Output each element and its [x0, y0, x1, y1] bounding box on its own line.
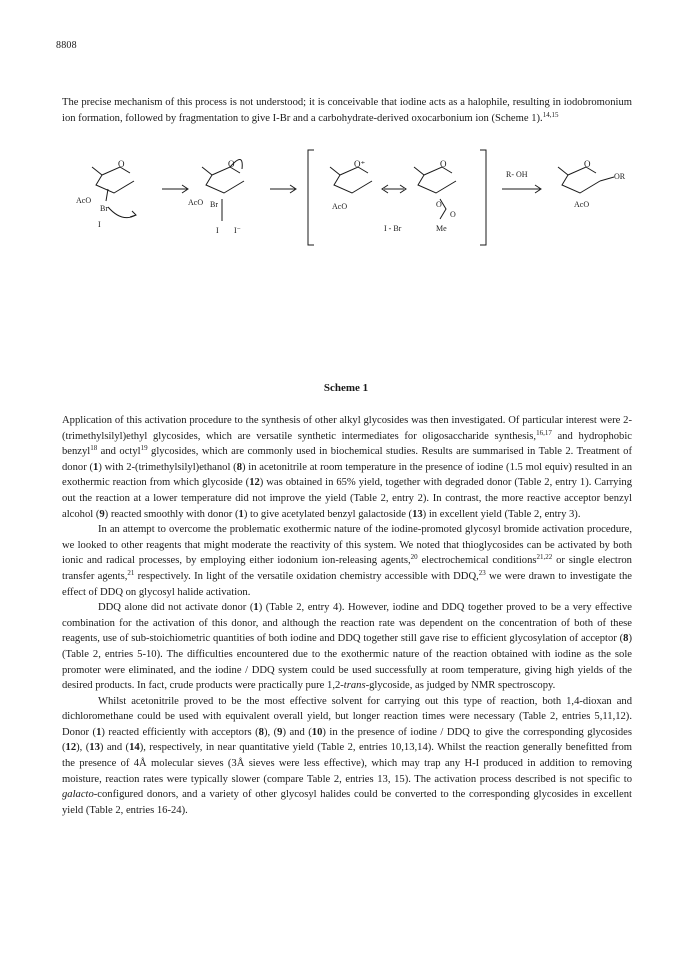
citation-ref: 21,22: [536, 553, 553, 562]
text-run: 1: [93, 461, 99, 473]
text-run: 9: [277, 726, 283, 738]
text-run: 12: [65, 742, 77, 754]
iodine-label: I: [216, 226, 219, 235]
pyranose-ring: [418, 167, 456, 193]
ring-oxygen-label: O: [228, 159, 235, 169]
text-run: ) and (: [282, 726, 312, 738]
text-run: ), (: [263, 726, 278, 738]
text-run: ) and (: [99, 742, 130, 754]
text-run: The precise mechanism of this process is not understood; it is conceivable that iodine acts as a halophile, resulting in iodobromonium ion formation, followed by fragmentation to give I-Br and a carbohydrate-derived oxocarbonium ion (Scheme 1).: [62, 97, 632, 124]
text-run: Whilst acetonitrile proved to be the most effective solvent for carrying out this type of reaction, both 1,4-dioxan and dichloromethane could be used with equivalent overall yield, but longer reaction times were necessary (Table 2, entries 5,11,12). Donor (: [62, 695, 632, 738]
ring-oxygen-label: O: [118, 159, 125, 169]
text-run: ), (: [76, 742, 90, 754]
text-run: ) in the presence of iodine / DDQ to give the corresponding glycosides (: [62, 726, 632, 754]
text-run: 12: [249, 477, 260, 489]
text-run: 1: [238, 508, 244, 520]
text-run: -configured donors, and a variety of other glycosyl halides could be converted to the corresponding glycosides in excellent yield (Table 2, entries 16-24).: [62, 789, 632, 816]
pyranose-ring: [334, 167, 372, 193]
text-run: trans: [343, 680, 366, 692]
aco-label: AcO: [332, 202, 348, 211]
pyranose-ring: [562, 167, 600, 193]
citation-ref: 14,15: [542, 110, 559, 119]
text-run: ) reacted smoothly with donor (: [104, 508, 239, 520]
bracket: [480, 150, 486, 245]
text-run: ) (Table 2, entries 5-10). The difficulties encountered due to the exothermic nature of the reaction obtained with iodine as the sole promoter were eliminated, and the iodine / DDQ system could be used successfully at room temperature, giving high yields of the desired products. In fact, crude products were practically pure 1,2-: [62, 633, 632, 692]
text-run: 13: [412, 508, 423, 520]
text-run: ) in excellent yield (Table 2, entry 3).: [422, 508, 581, 520]
pyranose-ring: [96, 167, 134, 193]
text-run: ), respectively, in near quantitative yield (Table 2, entries 10,13,14). Whilst the reaction generally benefitted from the presence of 4Å molecular sieves (3Å sieves were less effective), which may trap any H-I produced in addition to removing moisture, reaction rates were typically slower (compare Table 2, entries 13, 15). The activation process described is not specific to: [62, 742, 632, 785]
text-run: 1: [253, 602, 259, 614]
ring-oxygen-label: O: [450, 210, 456, 219]
reagent-label: R- OH: [506, 170, 528, 179]
text-run: ) (Table 2, entry 4). However, iodine and DDQ together proved to be a very effective combination for the activation of this donor, and although the reaction rate was dependent on the concentration of both of these reagents, use of sub-stoichiometric quantities of both iodine and DDQ together still gave rise to efficient glycosylation of acceptor (: [62, 602, 632, 645]
text-run: and octyl: [97, 446, 141, 458]
text-run: In an attempt to overcome the problematic exothermic nature of the iodine-promoted glycosyl bromide activation procedure, we looked to other reagents that might moderate the reactivity of this system. We noted that thioglycosides can be activated by both ionic and radical processes, by employing either iodonium ion-releasing agents,: [62, 524, 632, 567]
intro-paragraph: [62, 95, 632, 126]
ring-oxygen-label: O: [584, 159, 591, 169]
text-run: we were drawn to investigate the effect of DDQ on glycosyl halide activation.: [62, 570, 632, 598]
text-run: ) was obtained in 65% yield, together with degraded donor (Table 2, entry 1). Carrying out the reaction at a lower temperature did not improve the yield (Table 2, entry 2). In contrast, the more reactive acceptor benzyl alcohol (: [62, 477, 633, 520]
text-run: 10: [311, 726, 323, 738]
text-run: and hydrophobic benzyl: [62, 430, 632, 458]
aco-label: AcO: [76, 196, 92, 205]
aco-label: AcO: [188, 198, 204, 207]
paragraph: [62, 600, 632, 694]
text-run: 14: [129, 742, 140, 754]
pyranose-ring: [206, 167, 244, 193]
text-run: ) with 2-(trimethylsilyl)ethanol (: [98, 461, 237, 473]
text-run: DDQ alone did not activate donor (: [98, 602, 254, 614]
citation-ref: 21: [127, 568, 135, 577]
text-run: galacto: [62, 789, 94, 801]
paragraph: [62, 95, 632, 126]
citation-ref: 23: [478, 568, 486, 577]
methyl-label: Me: [436, 224, 447, 233]
text-run: 8: [623, 633, 629, 645]
citation-ref: 16,17: [536, 428, 552, 437]
text-run: respectively. In light of the versatile oxidation chemistry accessible with DDQ,: [134, 570, 479, 582]
paragraph: [62, 413, 632, 522]
citation-ref: 18: [90, 444, 98, 453]
or-label: OR: [614, 172, 626, 181]
ring-oxygen-label: O: [440, 159, 447, 169]
text-run: 13: [89, 742, 100, 754]
text-run: Application of this activation procedure to the synthesis of other alkyl glycosides was then investigated. Of particular interest were 2-(trimethylsilyl)ethyl glycosides, which are versatile synthetic intermediates for oligosaccharide synthesis,: [62, 415, 632, 442]
citation-ref: 19: [140, 444, 148, 453]
text-run: 1: [96, 726, 102, 738]
ring-oxygen-label: O: [436, 200, 442, 209]
citation-ref: 20: [410, 553, 418, 562]
text-run: 9: [99, 508, 105, 520]
text-run: -glycoside, as judged by NMR spectroscopy.: [365, 680, 556, 692]
text-run: 8: [258, 726, 264, 738]
reaction-scheme-diagram: [62, 145, 632, 265]
text-run: or single electron transfer agents,: [62, 555, 632, 582]
br-label: Br: [100, 204, 108, 213]
iodine-label: I: [98, 220, 101, 229]
main-text: [62, 413, 632, 818]
br-label: Br: [210, 200, 218, 209]
text-run: ) to give acetylated benzyl galactoside (: [243, 508, 413, 520]
text-run: glycosides, which are commonly used in biochemical studies. Results are summarised in Table 2. Treatment of donor (: [62, 446, 632, 473]
ibr-label: I - Br: [384, 224, 402, 233]
text-run: ) in acetonitrile at room temperature in the presence of iodine (1.5 mol equiv) resulted in an exothermic reaction from which glycoside (: [62, 461, 632, 489]
oxocarbonium-label: O⁺: [354, 159, 366, 169]
scheme-caption: Scheme 1: [323, 382, 369, 394]
text-run: ) reacted efficiently with acceptors (: [101, 726, 259, 738]
scheme-1-figure: [62, 145, 632, 265]
paragraph: [62, 522, 632, 600]
iodide-label: I⁻: [234, 226, 241, 235]
page-number: 8808: [56, 40, 77, 51]
aco-label: AcO: [574, 200, 590, 209]
bracket: [308, 150, 314, 245]
text-run: 8: [236, 461, 242, 473]
text-run: electrochemical conditions: [417, 555, 537, 567]
paragraph: [62, 694, 632, 819]
